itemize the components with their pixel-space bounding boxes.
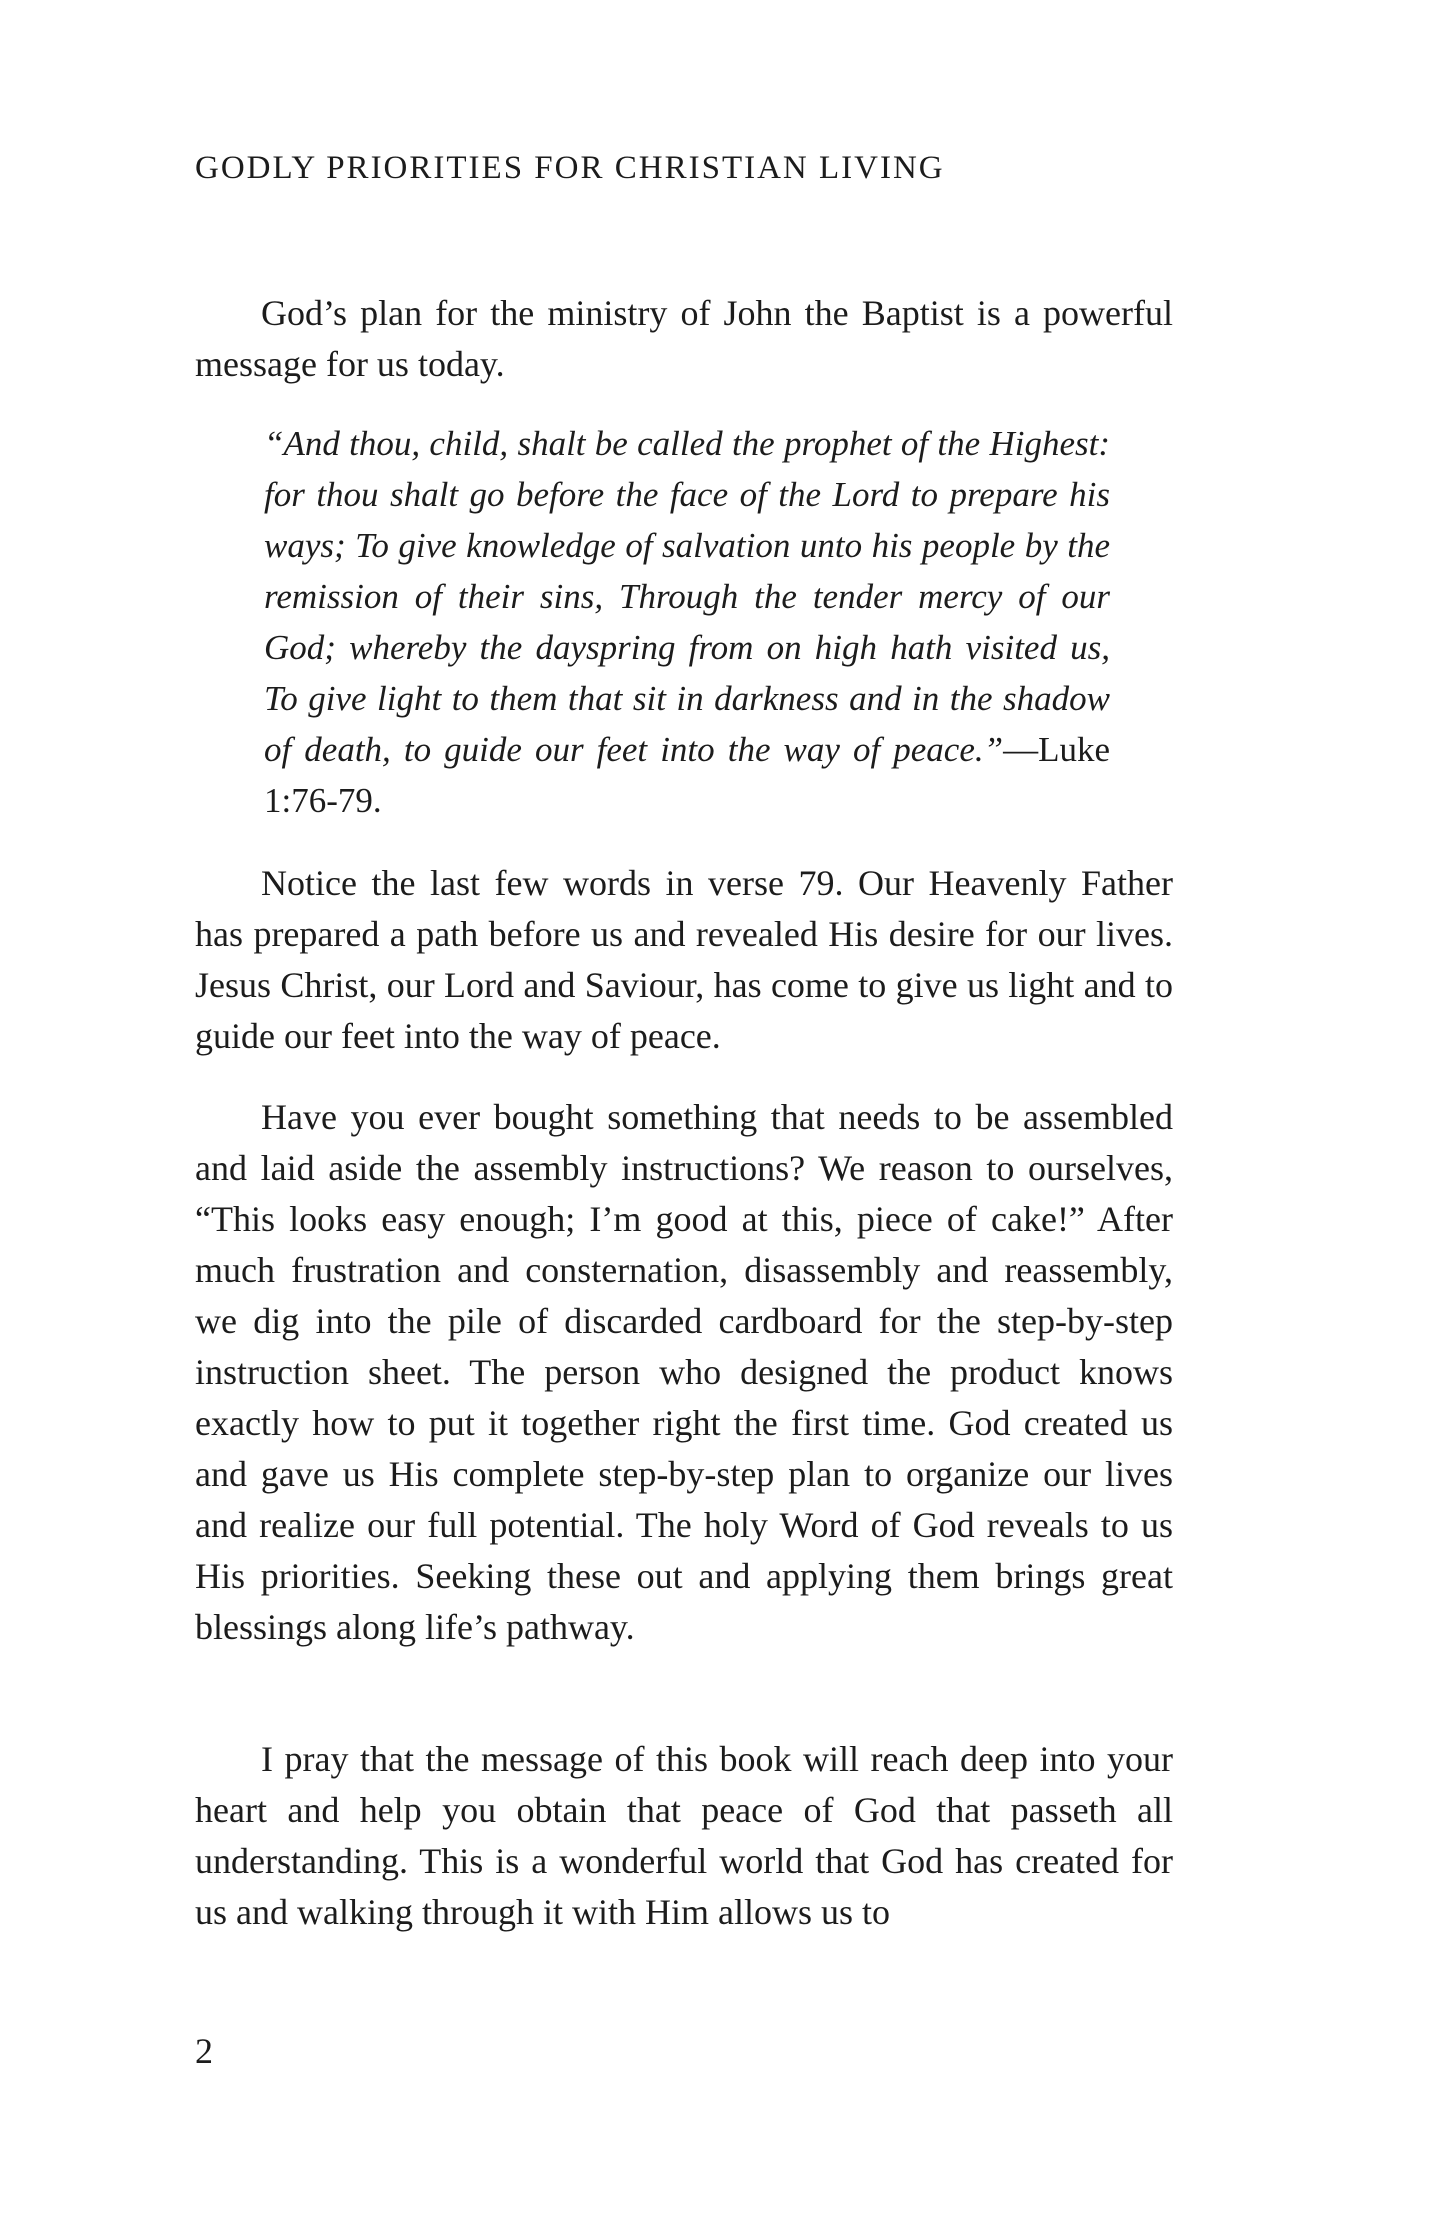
paragraph-1 [195,288,1173,390]
paragraph-2 [195,858,1173,1062]
running-head-title: GODLY PRIORITIES FOR CHRISTIAN LIVING [195,150,945,186]
scripture-reference: —Luke 1:76-79. [264,730,1110,820]
paragraph-4-text: I pray that the message of this book will reach deep into your heart and help you obtain that peace of God that passeth all understanding. This is a wonderful world that God has created for us and walking through it with Him allows us to [195,1739,1173,1932]
paragraph-1-text: God’s plan for the ministry of John the Baptist is a powerful message for us today. [195,293,1173,384]
paragraph-4 [195,1734,1173,1938]
paragraph-2-text: Notice the last few words in verse 79. Our Heavenly Father has prepared a path before us and revealed His desire for our lives. Jesus Christ, our Lord and Saviour, has come to give us light and to guide our feet into the way of peace. [195,863,1173,1056]
paragraph-3 [195,1092,1173,1653]
scripture-quote-text: “And thou, child, shalt be called the prophet of the Highest: for thou shalt go before the face of the Lord to prepare his ways; To give knowledge of salvation unto his people by the remission of their sins, Through the tender mercy of our God; whereby the dayspring from on high hath visited us, To give light to them that sit in darkness and in the shadow of death, to guide our feet into the way of peace.” [264,424,1110,769]
scripture-quote [264,418,1110,826]
page-number: 2 [195,2031,213,2071]
paragraph-3-text: Have you ever bought something that needs to be assembled and laid aside the assembly instructions? We reason to ourselves, “This looks easy enough; I’m good at this, piece of cake!” After much frustration and consternation, disassembly and reassembly, we dig into the pile of discarded cardboard for the step-by-step instruction sheet. The person who designed the product knows exactly how to put it together right the first time. God created us and gave us His complete step-by-step plan to organize our lives and realize our full potential. The holy Word of God reveals to us His priorities. Seeking these out and applying them brings great blessings along life’s pathway. [195,1097,1173,1647]
